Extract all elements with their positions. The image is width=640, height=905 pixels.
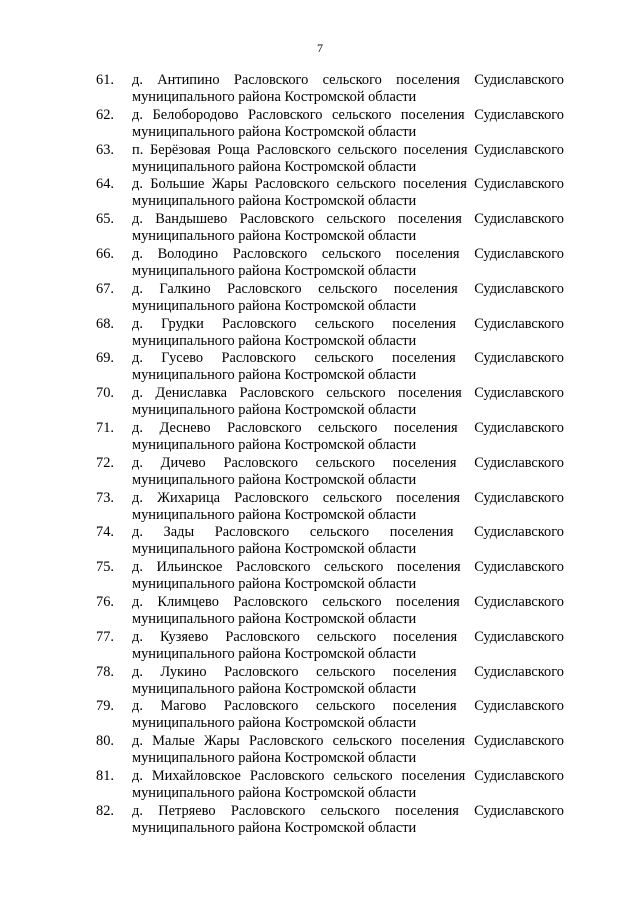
list-item-number: 82. bbox=[96, 802, 114, 819]
list-item-number: 78. bbox=[96, 663, 114, 680]
list-item-number: 65. bbox=[96, 211, 114, 228]
list-item-text: д. Гусево Расловского сельского поселения Судиславского муниципального района Костромской области bbox=[132, 350, 564, 384]
list-item-number: 76. bbox=[96, 593, 114, 610]
list-item-number: 68. bbox=[96, 315, 114, 332]
list-item bbox=[0, 385, 640, 420]
list-item bbox=[0, 142, 640, 177]
list-item-number: 74. bbox=[96, 524, 114, 541]
list-item bbox=[0, 211, 640, 246]
list-item bbox=[0, 107, 640, 142]
list-item bbox=[0, 490, 640, 525]
list-item-text: д. Климцево Расловского сельского поселения Судиславского муниципального района Костромской области bbox=[132, 593, 564, 627]
list-item-text: д. Денислaвка Расловского сельского поселения Судиславского муниципального района Костромской области bbox=[132, 385, 564, 419]
list-item bbox=[0, 664, 640, 699]
list-item-text: п. Берёзовая Роща Расловского сельского поселения Судиславского муниципального района Костромской области bbox=[132, 141, 564, 175]
list-item-text: д. Грудки Расловского сельского поселения Судиславского муниципального района Костромской области bbox=[132, 315, 564, 349]
list-item-text: д. Белобородово Расловского сельского поселения Судиславского муниципального района Костромской области bbox=[132, 106, 564, 140]
list-item-number: 77. bbox=[96, 628, 114, 645]
list-item bbox=[0, 803, 640, 838]
list-item-text: д. Большие Жары Расловского сельского поселения Судиславского муниципального района Костромской области bbox=[132, 176, 564, 210]
list-item-text: д. Дичево Расловского сельского поселения Судиславского муниципального района Костромской области bbox=[132, 454, 564, 488]
list-item-text: д. Петряево Расловского сельского поселения Судиславского муниципального района Костромской области bbox=[132, 802, 564, 836]
list-item-text: д. Кузяево Расловского сельского поселения Судиславского муниципального района Костромской области bbox=[132, 628, 564, 662]
list-item bbox=[0, 316, 640, 351]
page-number: 7 bbox=[317, 41, 323, 55]
list-item-text: д. Володино Расловского сельского поселения Судиславского муниципального района Костромской области bbox=[132, 245, 564, 279]
list-item-number: 67. bbox=[96, 280, 114, 297]
list-item bbox=[0, 281, 640, 316]
list-item-number: 69. bbox=[96, 350, 114, 367]
list-item-text: д. Михайловское Расловского сельского поселения Судиславского муниципального района Костромской области bbox=[132, 767, 564, 801]
list-item-number: 75. bbox=[96, 559, 114, 576]
settlement-list bbox=[0, 72, 640, 838]
list-item-number: 62. bbox=[96, 106, 114, 123]
list-item-number: 71. bbox=[96, 419, 114, 436]
list-item bbox=[0, 594, 640, 629]
list-item-text: д. Антипино Расловского сельского поселения Судиславского муниципального района Костромской области bbox=[132, 72, 564, 105]
list-item bbox=[0, 72, 640, 107]
list-item bbox=[0, 246, 640, 281]
list-item-text: д. Вандышево Расловского сельского поселения Судиславского муниципального района Костромской области bbox=[132, 211, 564, 245]
list-item-number: 80. bbox=[96, 733, 114, 750]
list-item bbox=[0, 350, 640, 385]
list-item-text: д. Зады Расловского сельского поселения Судиславского муниципального района Костромской области bbox=[132, 524, 564, 558]
list-item-number: 73. bbox=[96, 489, 114, 506]
list-item-text: д. Ильинское Расловского сельского поселения Судиславского муниципального района Костромской области bbox=[132, 559, 564, 593]
list-item-text: д. Магово Расловского сельского поселения Судиславского муниципального района Костромской области bbox=[132, 698, 564, 732]
list-item-text: д. Жихарица Расловского сельского поселения Судиславского муниципального района Костромской области bbox=[132, 489, 564, 523]
list-item-number: 70. bbox=[96, 385, 114, 402]
list-item-text: д. Деснево Расловского сельского поселения Судиславского муниципального района Костромской области bbox=[132, 419, 564, 453]
list-item-text: д. Галкино Расловского сельского поселения Судиславского муниципального района Костромской области bbox=[132, 280, 564, 314]
list-item-number: 66. bbox=[96, 245, 114, 262]
list-item bbox=[0, 629, 640, 664]
list-item bbox=[0, 733, 640, 768]
list-item-number: 81. bbox=[96, 767, 114, 784]
list-item bbox=[0, 768, 640, 803]
list-item bbox=[0, 698, 640, 733]
list-item-number: 79. bbox=[96, 698, 114, 715]
list-item-number: 72. bbox=[96, 454, 114, 471]
list-item-number: 64. bbox=[96, 176, 114, 193]
list-item bbox=[0, 176, 640, 211]
list-item-number: 61. bbox=[96, 72, 114, 88]
list-item bbox=[0, 524, 640, 559]
list-item bbox=[0, 455, 640, 490]
list-item-text: д. Малые Жары Расловского сельского поселения Судиславского муниципального района Костромской области bbox=[132, 733, 564, 767]
list-item-text: д. Лукино Расловского сельского поселения Судиславского муниципального района Костромской области bbox=[132, 663, 564, 697]
list-item-number: 63. bbox=[96, 141, 114, 158]
list-item bbox=[0, 559, 640, 594]
list-item bbox=[0, 420, 640, 455]
